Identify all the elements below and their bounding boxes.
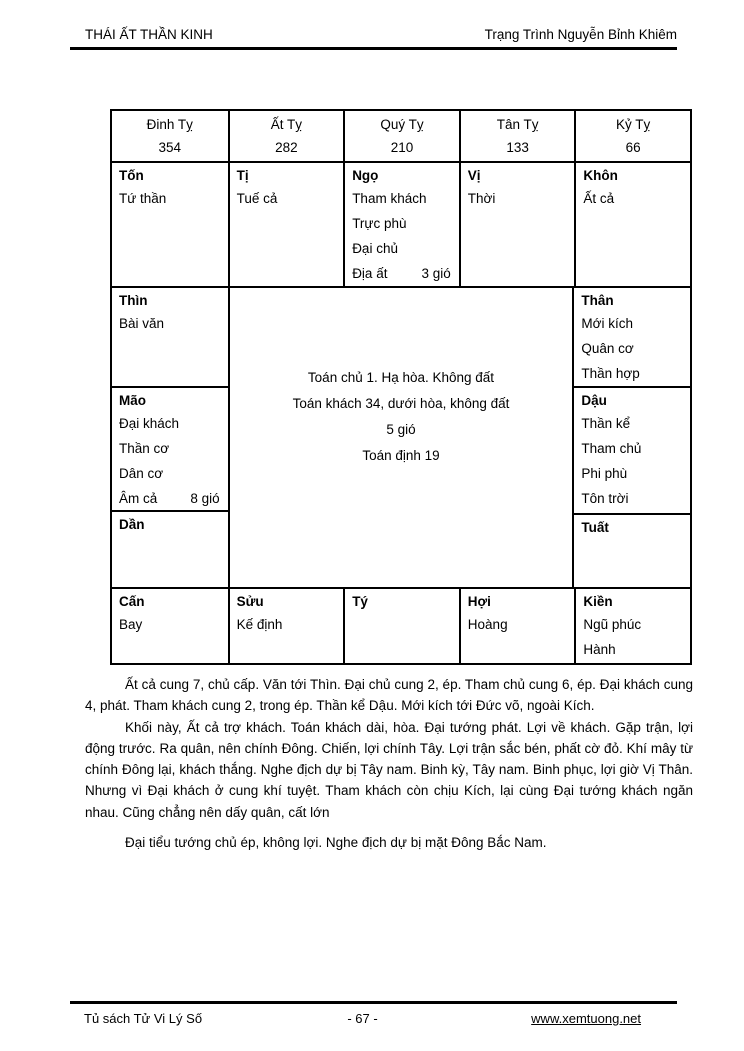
cycle-name: Ất Tỵ — [270, 117, 303, 132]
palace-line: Trực phù — [352, 216, 407, 231]
palace-line: Tứ thần — [119, 191, 167, 206]
chart-west-column — [574, 288, 690, 587]
palace-line: Phi phù — [581, 466, 628, 481]
cycle-value: 210 — [390, 140, 414, 155]
palace-title: Cấn — [119, 594, 145, 609]
center-line-toan-chu: Toán chủ 1. Hạ hòa. Không đất — [307, 370, 495, 385]
thai-at-chart — [110, 109, 692, 665]
footer-link-wrap — [455, 1011, 677, 1026]
palace-title: Dần — [119, 517, 145, 532]
center-line-gio: 5 gió — [386, 422, 416, 437]
top-cell-tan-ty — [459, 111, 575, 161]
cycle-name: Kỷ Tỵ — [616, 117, 651, 132]
page-header — [70, 27, 677, 50]
chart-center-calculation — [228, 288, 575, 587]
chart-bottom-row — [112, 587, 690, 663]
palace-line: Bài văn — [119, 316, 165, 331]
palace-title: Dậu — [581, 393, 607, 408]
palace-line: Mới kích — [581, 316, 633, 331]
palace-line: Hành — [583, 642, 616, 657]
palace-line: Tôn trời — [581, 491, 629, 506]
palace-line: Quân cơ — [581, 341, 634, 356]
palace-line: Đại chủ — [352, 241, 398, 256]
footer-page-number: - 67 - — [347, 1011, 378, 1026]
center-line-toan-khach: Toán khách 34, dưới hòa, không đất — [292, 396, 510, 411]
header-author: Trạng Trình Nguyễn Bỉnh Khiêm — [484, 27, 677, 42]
cycle-value: 282 — [275, 140, 298, 155]
commentary-paragraph-1: Ất cả cung 7, chủ cấp. Văn tới Thìn. Đại chủ cung 2, ép. Tham chủ cung 6, ép. Đại khách cung 4, phát. Tham khách cung 2, trong ép. Thần kể Dậu. Mới kích tới Đức võ, ngoài Kích. — [85, 677, 693, 714]
chart-middle-band — [112, 288, 690, 587]
top-cell-at-ty — [228, 111, 344, 161]
palace-title: Tý — [352, 594, 368, 609]
palace-cell-dau — [574, 388, 690, 515]
palace-title: Hợi — [467, 594, 491, 609]
commentary-section — [85, 674, 693, 853]
palace-cell-vi — [459, 163, 575, 286]
top-cell-quy-ty — [343, 111, 459, 161]
palace-cell-than — [574, 288, 690, 388]
palace-title: Thân — [581, 293, 614, 308]
palace-cell-kien — [574, 589, 690, 663]
cycle-value: 354 — [158, 140, 182, 155]
palace-line: Đại khách — [119, 416, 180, 431]
palace-title: Kiền — [583, 594, 613, 609]
palace-title: Tuất — [581, 520, 609, 535]
top-cell-ky-ty — [574, 111, 690, 161]
palace-line-right: 3 gió — [421, 266, 451, 281]
cycle-name: Đinh Tỵ — [146, 117, 193, 132]
palace-line: Ngũ phúc — [583, 617, 642, 632]
palace-title: Thìn — [119, 293, 148, 308]
palace-cell-dan — [112, 512, 228, 587]
footer-series-title: Tủ sách Tử Vi Lý Số — [84, 1011, 203, 1026]
palace-line-split — [119, 486, 224, 511]
top-cell-dinh-ty — [112, 111, 228, 161]
palace-title: Vị — [467, 168, 481, 183]
palace-title: Sửu — [236, 594, 264, 609]
footer-website-link[interactable]: www.xemtuong.net — [531, 1011, 642, 1026]
palace-cell-thin — [112, 288, 228, 388]
page-footer — [70, 1001, 677, 1026]
palace-cell-ti — [228, 163, 344, 286]
palace-line: Thời — [467, 191, 496, 206]
palace-cell-tuat — [574, 515, 690, 587]
palace-cell-hoi — [459, 589, 575, 663]
center-line-toan-dinh: Toán định 19 — [362, 448, 440, 463]
palace-line-right: 8 gió — [190, 491, 220, 506]
palace-line: Tham khách — [352, 191, 427, 206]
palace-line: Kế định — [236, 617, 283, 632]
palace-line: Thần kể — [581, 416, 631, 431]
palace-cell-ngo — [343, 163, 459, 286]
palace-cell-ton — [112, 163, 228, 286]
palace-line-split — [352, 261, 455, 286]
palace-line: Bay — [119, 617, 143, 632]
palace-cell-suu — [228, 589, 344, 663]
palace-line-left: Địa ất — [352, 266, 388, 281]
cycle-value: 133 — [506, 140, 529, 155]
cycle-value: 66 — [625, 140, 641, 155]
palace-line: Thần hợp — [581, 366, 640, 381]
palace-line: Dân cơ — [119, 466, 164, 481]
palace-line: Hoàng — [467, 617, 508, 632]
palace-line: Ất cả — [583, 191, 615, 206]
palace-title: Tốn — [119, 168, 144, 183]
palace-line: Thần cơ — [119, 441, 170, 456]
cycle-name: Quý Tỵ — [380, 117, 424, 132]
cycle-name: Tân Tỵ — [496, 117, 539, 132]
palace-line: Tham chủ — [581, 441, 642, 456]
palace-title: Ngọ — [352, 168, 379, 183]
palace-title: Mão — [119, 393, 146, 408]
commentary-paragraph-3: Đại tiểu tướng chủ ép, không lợi. Nghe địch dự bị mặt Đông Bắc Nam. — [125, 835, 547, 851]
chart-east-column — [112, 288, 228, 587]
chart-row-south — [112, 163, 690, 288]
palace-cell-mao — [112, 388, 228, 512]
palace-line-left: Âm cả — [119, 491, 158, 506]
palace-title: Khôn — [583, 168, 618, 183]
palace-cell-ty — [343, 589, 459, 663]
palace-cell-khon — [574, 163, 690, 286]
palace-line: Tuế cả — [236, 191, 278, 206]
palace-cell-can — [112, 589, 228, 663]
header-book-title: THÁI ẤT THẦN KINH — [85, 27, 213, 42]
commentary-paragraph-2: Khối này, Ất cả trợ khách. Toán khách dài, hòa. Đại tướng phát. Lợi về khách. Gặp trận, lợi động trước. Ra quân, nên chính Đông. Chiến, lợi chính Tây. Lợi trận sắc bén, phất cờ đỏ. Khí mây từ chính Đông lại, khách thắng. Nghe địch dự bị Tây nam. Binh kỳ, Tây nam. Binh phục, lợi giờ Vị Thân. Nhưng vì Đại khách ở cung khí tuyệt. Tham khách còn chịu Kích, lại cùng Đại tướng khách ngăn nhau. Cũng chẳng nên dấy quân, cất lớn — [85, 719, 693, 820]
chart-top-row — [112, 111, 690, 163]
palace-title: Tị — [236, 168, 249, 183]
